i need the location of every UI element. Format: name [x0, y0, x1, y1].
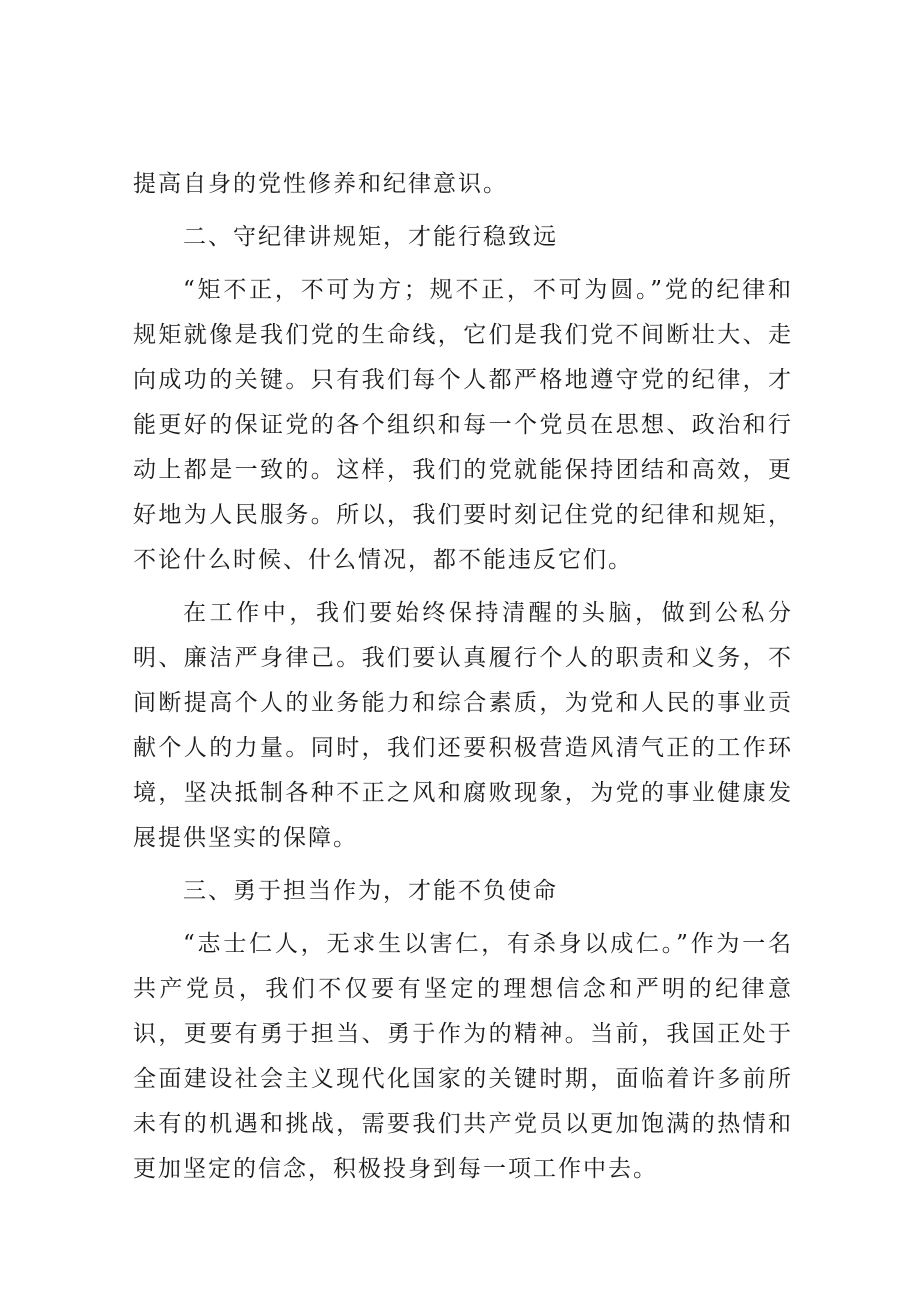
section-heading-two: 二、守纪律讲规矩，才能行稳致远	[183, 224, 558, 250]
paragraph-discipline-quote: “矩不正，不可为方；规不正，不可为圆。”党的纪律和规矩就像是我们党的生命线，它们是我们党不间断壮大、走向成功的关键。只有我们每个人都严格地遵守党的纪律，才能更好的保证党的各个组织和每一个党员在思想、政治和行动上都是一致的。这样，我们的党就能保持团结和高效，更好地为人民服务。所以，我们要时刻记住党的纪律和规矩，不论什么时候、什么情况，都不能违反它们。	[133, 277, 793, 573]
paragraph-work-conduct: 在工作中，我们要始终保持清醒的头脑，做到公私分明、廉洁严身律己。我们要认真履行个人的职责和义务，不间断提高个人的业务能力和综合素质，为党和人民的事业贡献个人的力量。同时，我们还要积极营造风清气正的工作环境，坚决抵制各种不正之风和腐败现象，为党的事业健康发展提供坚实的保障。	[133, 600, 793, 851]
section-heading-three: 三、勇于担当作为，才能不负使命	[183, 878, 558, 904]
paragraph-responsibility-quote: “志士仁人，无求生以害仁，有杀身以成仁。”作为一名共产党员，我们不仅要有坚定的理想信念和严明的纪律意识，更要有勇于担当、勇于作为的精神。当前，我国正处于全面建设社会主义现代化国家的关键时期，面临着许多前所未有的机遇和挑战，需要我们共产党员以更加饱满的热情和更加坚定的信念，积极投身到每一项工作中去。	[133, 931, 793, 1182]
paragraph-continuation: 提高自身的党性修养和纪律意识。	[133, 171, 508, 197]
document-body	[133, 162, 793, 1192]
